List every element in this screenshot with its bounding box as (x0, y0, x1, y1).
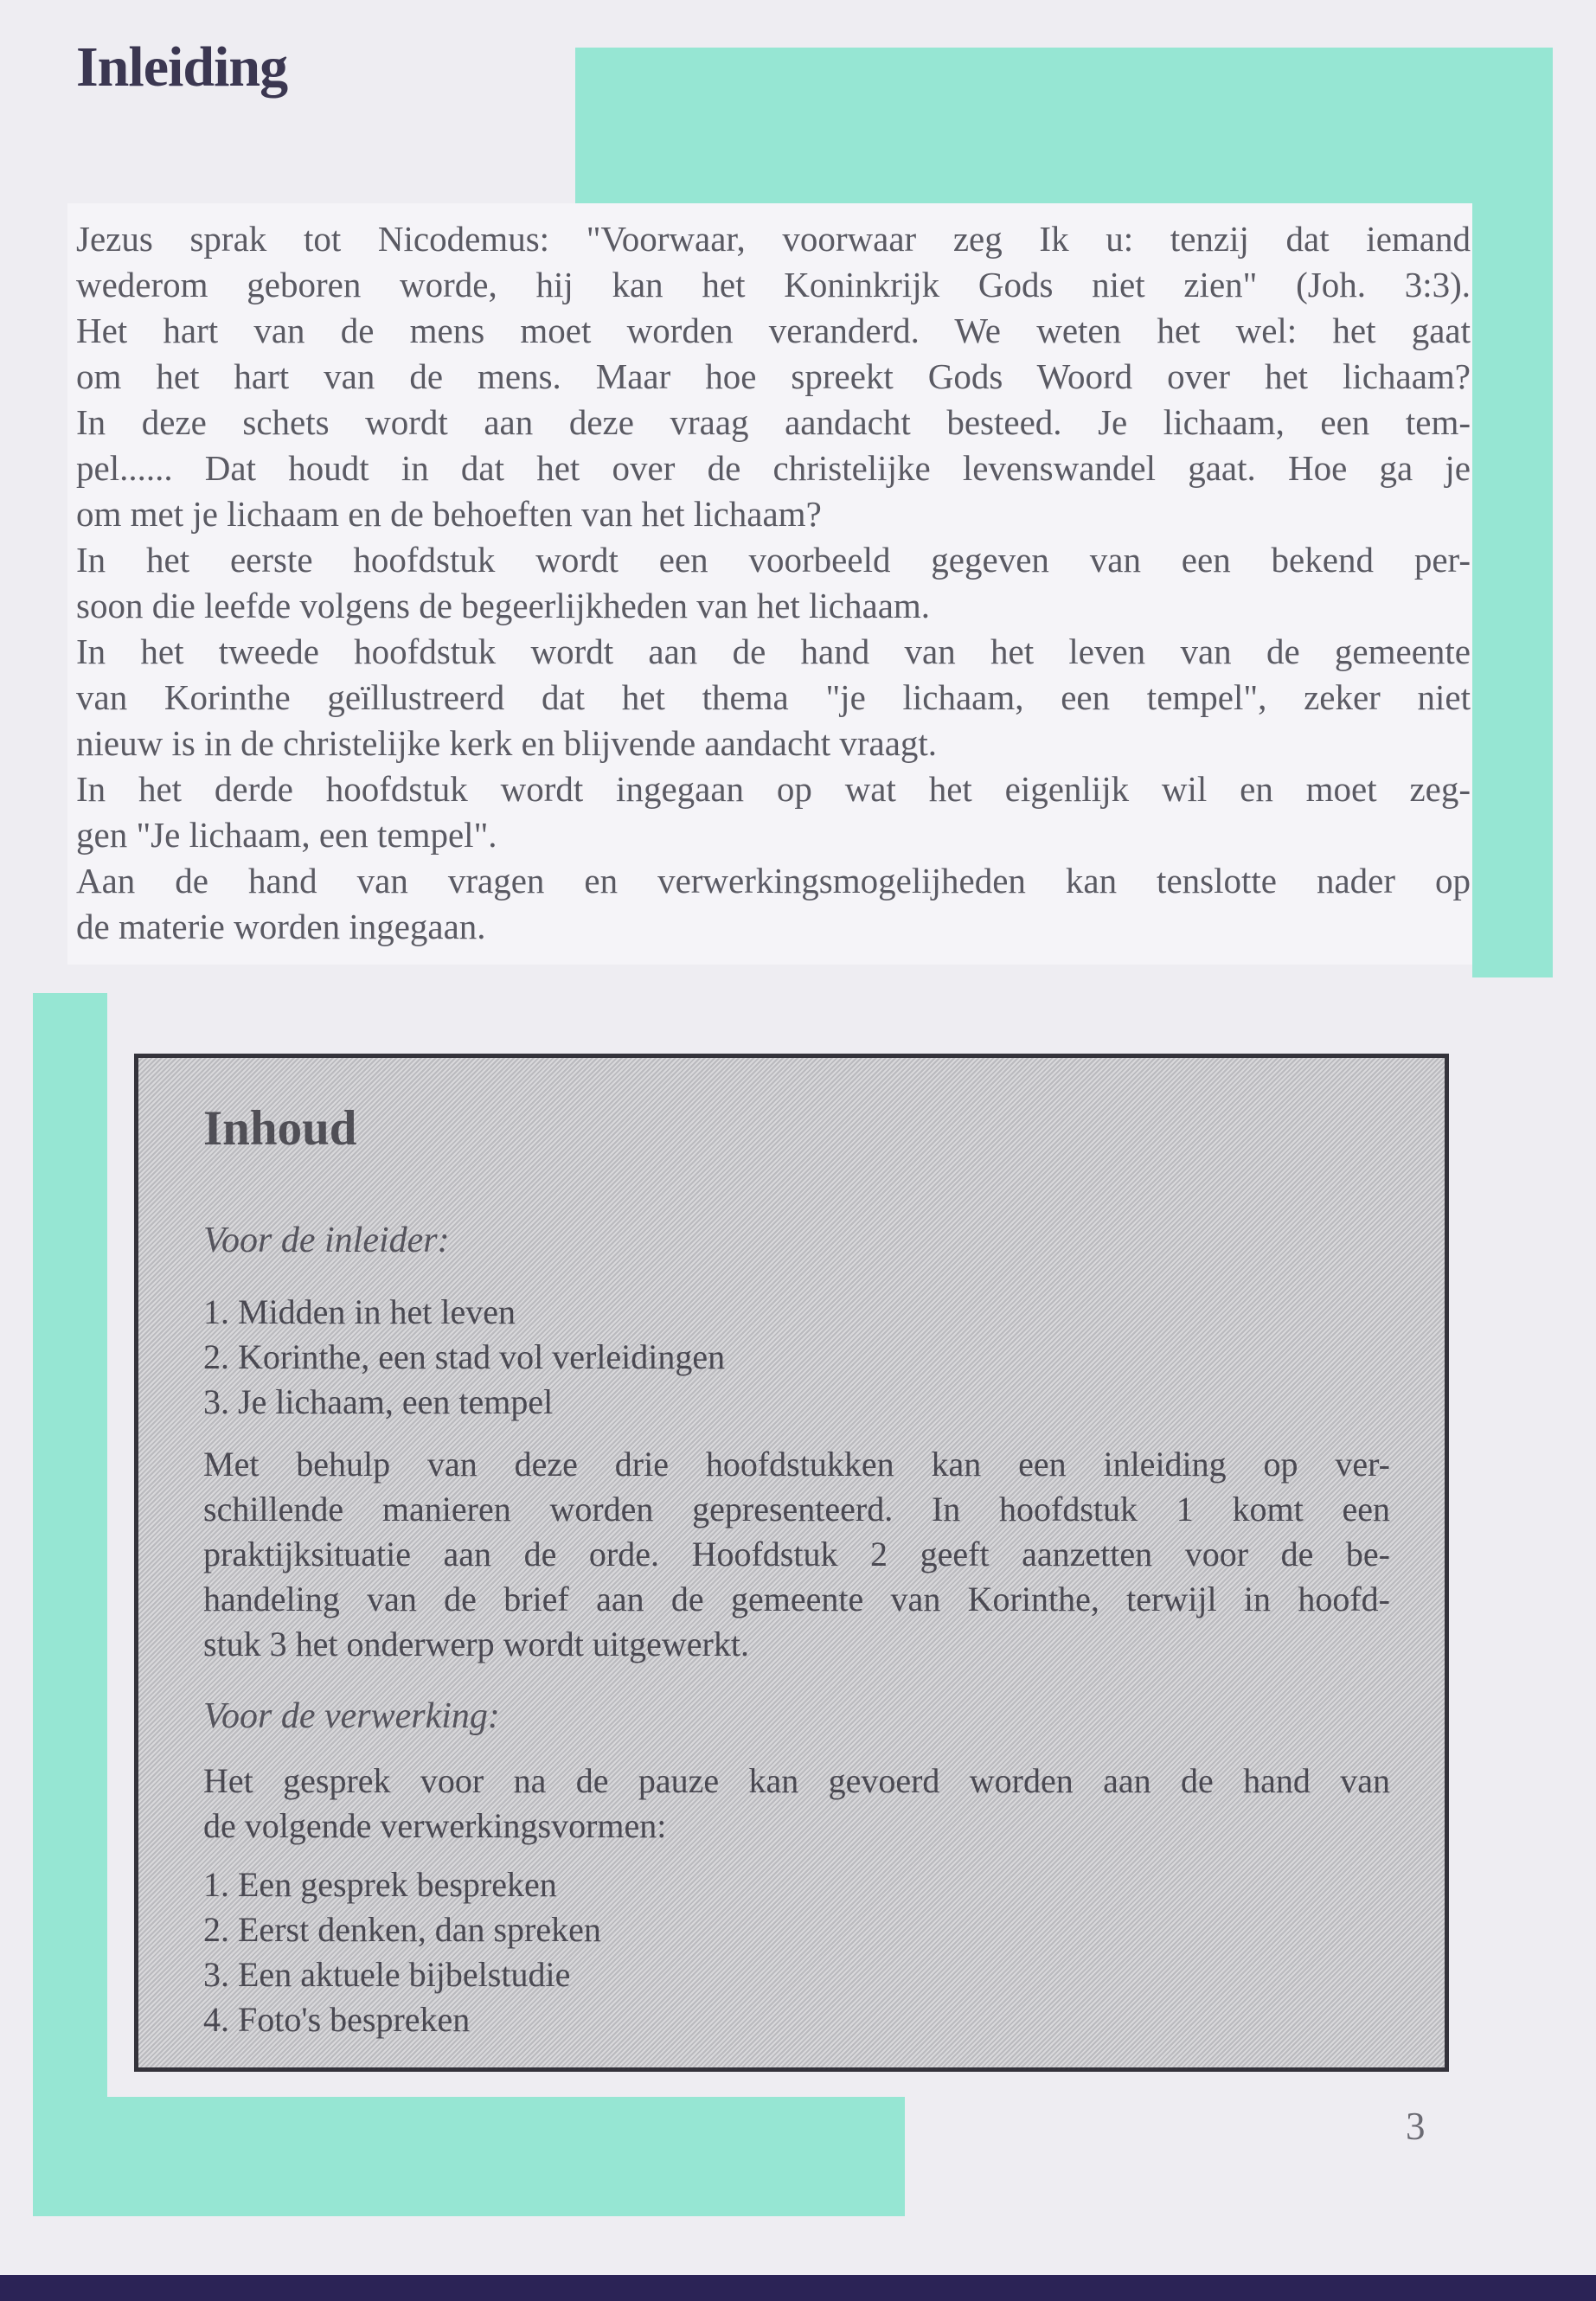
chapter-list-item: 3. Je lichaam, een tempel (203, 1382, 554, 1421)
text-line: Aan de hand van vragen en verwerkingsmogelijheden kan tenslotte nader op (76, 861, 1471, 901)
teal-banner-top (575, 48, 1553, 203)
text-line: om het hart van de mens. Maar hoe spreekt Gods Woord over het lichaam? (76, 356, 1471, 396)
text-line: wederom geboren worde, hij kan het Koninkrijk Gods niet zien" (Joh. 3:3). (76, 265, 1471, 304)
activity-list-item: 4. Foto's bespreken (203, 2000, 471, 2039)
teal-strip-left (33, 993, 107, 2216)
text-line: In het tweede hoofdstuk wordt aan de hand van het leven van de gemeente (76, 631, 1471, 671)
text-line: de materie worden ingegaan. (76, 907, 486, 946)
text-line: In het eerste hoofdstuk wordt een voorbeeld gegeven van een bekend per- (76, 540, 1471, 580)
teal-strip-right (1472, 48, 1553, 977)
text-line: praktijksituatie aan de orde. Hoofdstuk 2 geeft aanzetten voor de be- (203, 1535, 1390, 1574)
text-line: gen "Je lichaam, een tempel". (76, 815, 497, 855)
page-title: Inleiding (76, 35, 288, 99)
contents-heading: Inhoud (203, 1101, 357, 1156)
section-label-inleider: Voor de inleider: (203, 1221, 450, 1260)
text-line: nieuw is in de christelijke kerk en blijvende aandacht vraagt. (76, 723, 938, 763)
text-line: handeling van de brief aan de gemeente van Korinthe, terwijl in hoofd- (203, 1580, 1390, 1618)
teal-band-bottom (107, 2097, 905, 2216)
activity-list-item: 2. Eerst denken, dan spreken (203, 1910, 601, 1949)
contents-paragraph-2 (203, 1759, 1390, 1849)
text-line: schillende manieren worden gepresenteerd. In hoofdstuk 1 komt een (203, 1490, 1390, 1529)
section-label-verwerking: Voor de verwerking: (203, 1696, 500, 1736)
chapter-list (203, 1290, 1380, 1425)
text-line: Met behulp van deze drie hoofdstukken kan een inleiding op ver- (203, 1445, 1390, 1484)
contents-paragraph-1 (203, 1442, 1390, 1667)
text-line: van Korinthe geïllustreerd dat het thema "je lichaam, een tempel", zeker niet (76, 677, 1471, 717)
page-number: 3 (1406, 2105, 1426, 2148)
text-line: Het gesprek voor na de pauze kan gevoerd worden aan de hand van (203, 1761, 1390, 1800)
activity-list (203, 1862, 1380, 2042)
text-line: In deze schets wordt aan deze vraag aandacht besteed. Je lichaam, een tem- (76, 402, 1471, 442)
text-line: In het derde hoofdstuk wordt ingegaan op wat het eigenlijk wil en moet zeg- (76, 769, 1471, 809)
text-line: Het hart van de mens moet worden veranderd. We weten het wel: het gaat (76, 311, 1471, 350)
chapter-list-item: 2. Korinthe, een stad vol verleidingen (203, 1337, 726, 1376)
bottom-navy-bar (0, 2275, 1596, 2301)
intro-paragraph (76, 216, 1471, 950)
text-line: pel...... Dat houdt in dat het over de christelijke levenswandel gaat. Hoe ga je (76, 448, 1471, 488)
chapter-list-item: 1. Midden in het leven (203, 1292, 516, 1331)
text-line: Jezus sprak tot Nicodemus: "Voorwaar, voorwaar zeg Ik u: tenzij dat iemand (76, 219, 1471, 259)
text-line: de volgende verwerkingsvormen: (203, 1806, 667, 1845)
text-line: stuk 3 het onderwerp wordt uitgewerkt. (203, 1625, 749, 1663)
activity-list-item: 3. Een aktuele bijbelstudie (203, 1955, 571, 1994)
contents-box (134, 1054, 1449, 2072)
activity-list-item: 1. Een gesprek bespreken (203, 1865, 557, 1904)
text-line: om met je lichaam en de behoeften van het lichaam? (76, 494, 822, 534)
text-line: soon die leefde volgens de begeerlijkheden van het lichaam. (76, 586, 931, 625)
